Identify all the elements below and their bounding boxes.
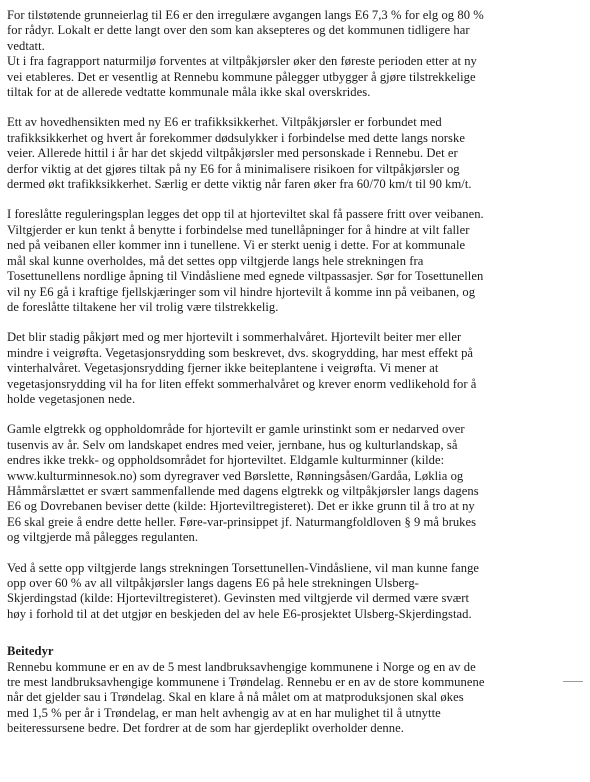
paragraph-spacer [7,192,559,207]
paragraph-spacer [7,407,559,422]
paragraph-spacer [7,315,559,330]
paragraph-regulation-plan: I foreslåtte reguleringsplan legges det opp til at hjorteviltet skal få passere fritt over veibanen. Viltgjerder er kun tenkt å benytte i forbindelse med tunellåpninger for å hindre at vilt faller ned på veibanen eller kommer inn i tunellene. Vi er sterkt uenig i dette. For at kommunale mål skal kunne overholdes, må det settes opp viltgjerde langs hele strekningen fra Tosettunellens nordlige åpning til Vindåsliene med egnede viltpassasjer. Sør for Tosettunellen vil ny E6 gå i kraftige fjellskjæringer som vil hindre hjortevilt å komme inn på veibanen, og de foreslåtte tiltakene her vil trolig være tilstrekkelig. [7,207,484,314]
paragraph-wildlife-loss: For tilstøtende grunneierlag til E6 er den irregulære avgangen langs E6 7,3 % for elg og 80 % for rådyr. Lokalt er dette langt over den som kan aksepteres og det kommunen tidligere har vedtatt. Ut i fra fagrapport naturmiljø forventes at viltpåkjørsler øker den føreste perioden etter at ny vei etableres. Det er vesentlig at Rennebu kommune pålegger utbygger å gjøre tilstrekkelige tiltak for at de allerede vedtatte kommunale måla ikke skal overskrides. [7,8,484,100]
paragraph-grazing: Rennebu kommune er en av de 5 mest landbruksavhengige kommunene i Norge og en av de tre mest landbruksavhengige kommunene i Trøndelag. Rennebu er en av de store kommunene når det gjelder sau i Trøndelag. Skal en klare å nå målet om at matproduksjonen skal økes med 1,5 % per år i Trøndelag, er man helt avhengig av at en har mulighet til å utnytte beiteressursene bedre. Det fordrer at de som har gjerdeplikt overholder denne. [7,659,485,736]
document-page [7,8,559,737]
paragraph-spacer [7,546,559,561]
section-heading: Beitedyr [7,644,54,659]
paragraph-traffic-safety: Ett av hovedhensikten med ny E6 er trafikksikkerhet. Viltpåkjørsler er forbundet med trafikksikkerhet og hvert år forekommer dødsulykker i forbindelse med dette langs norske veier. Allerede hittil i år har det skjedd viltpåkjørsler med personskade i Rennebu. Det er derfor viktig at det gjøres tiltak på ny E6 for å minimalisere risikoen for viltpåkjørsler og dermed økt trafikksikkerhet. Særlig er dette viktig når faren øker fra 60/70 km/t til 90 km/t. [7,115,472,192]
paragraph-migration-routes: Gamle elgtrekk og oppholdområde for hjortevilt er gamle urinstinkt som er nedarved over tusenvis av år. Selv om landskapet endres med veier, jernbane, hus og kulturlandskap, så endres ikke trekk- og oppholdsområdet for hjorteviltet. Eldgamle kulturminner (kilde: www.kulturminnesok.no) som dyregraver ved Børslette, Rønningsåsen/Gardåa, Løklia og Håmmårslættet er svært sammenfallende med dagens elgtrekk og viltpåkjørsler langs dagens E6 og Dovrebanen beviser dette (kilde: Hjorteviltregisteret). Det er ikke grunn til å tro at ny E6 skal greie å endre dette heller. Føre-var-prinsippet jf. Naturmangfoldloven § 9 må brukes og viltgjerde må pålegges regulanten. [7,422,479,545]
paragraph-summer-collisions: Det blir stadig påkjørt med og mer hjortevilt i sommerhalvåret. Hjortevilt beiter mer eller mindre i veigrøfta. Vegetasjonsrydding som beskrevet, dvs. skogrydding, har mest effekt på vinterhalvåret. Vegetasjonsrydding fjerner ikke beiteplantene i veigrøfta. Vi mener at vegetasjonsrydding vil ha for liten effekt sommerhalvåret og krever enorm vedlikehold for å holde vegetasjonen nede. [7,330,477,406]
paragraph-spacer [7,100,559,115]
margin-mark [563,681,583,682]
paragraph-fence-benefit: Ved å sette opp viltgjerde langs strekningen Torsettunellen-Vindåsliene, vil man kunne fange opp over 60 % av all viltpåkjørsler langs dagens E6 på hele strekningen Ulsberg- Skjerdingstad (kilde: Hjorteviltregisteret). Gevinsten med viltgjerde vil dermed være svært høy i forhold til at det utgjør en beskjeden del av hele E6-prosjektet Ulsberg-Skjerdingstad. [7,560,480,621]
section-spacer [7,622,559,644]
